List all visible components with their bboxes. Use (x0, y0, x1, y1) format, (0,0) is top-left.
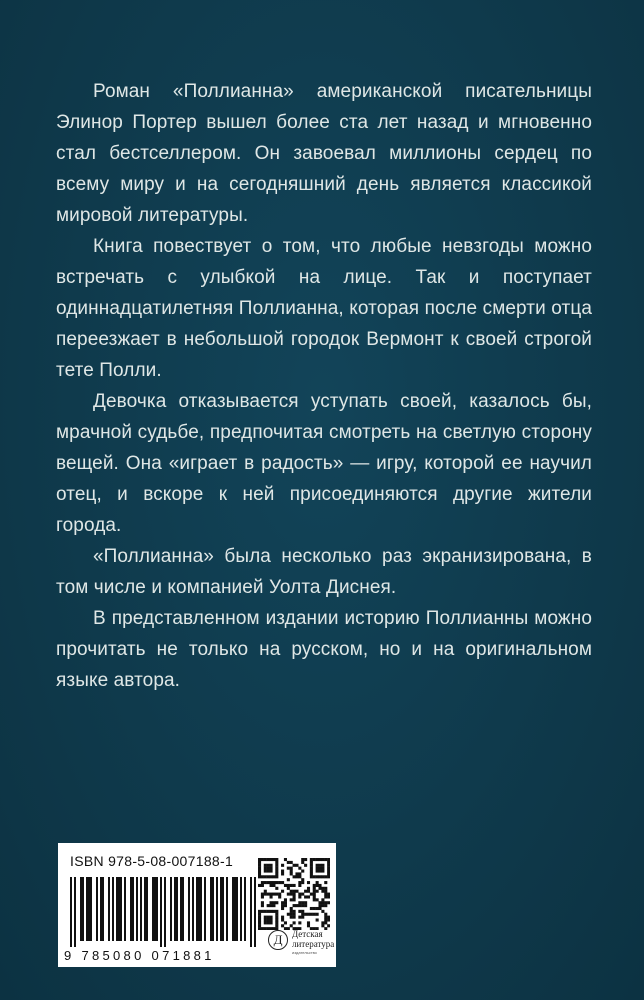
barcode-digits: 9 785080 071881 (64, 948, 215, 963)
publisher-tagline: издательство (292, 950, 317, 955)
description-paragraph: Книга повествует о том, что любые невзгоды можно встречать с улыбкой на лице. Так и поступает одиннадцатилетняя Поллианна, которая после смерти отца переезжает в небольшой городок Вермонт к своей строгой тете Полли. (56, 236, 592, 381)
description-paragraph: Роман «Поллианна» американской писательницы Элинор Портер вышел более ста лет назад и мгновенно стал бестселлером. Он завоевал миллионы сердец по всему миру и на сегодняшний день является классикой мировой литературы. (56, 81, 592, 226)
publisher-name (292, 929, 334, 949)
description-paragraph: «Поллианна» была несколько раз экранизирована, в том числе и компанией Уолта Диснея. (56, 546, 592, 598)
description-paragraph: В представленном издании историю Поллианны можно прочитать не только на русском, но и на оригинальном языке автора. (56, 608, 592, 691)
publisher-name-line2: литература (292, 939, 335, 949)
description-paragraph: Девочка отказывается уступать своей, казалось бы, мрачной судьбе, предпочитая смотреть на светлую сторону вещей. Она «играет в радость» — игру, которой ее научил отец, и вскоре к ней присоединяются другие жители города. (56, 391, 592, 536)
barcode-icon (70, 877, 256, 947)
publisher-logo (268, 924, 352, 960)
book-description (56, 76, 592, 696)
publisher-name-line1: Детская (292, 929, 323, 939)
isbn-number: ISBN 978-5-08-007188-1 (70, 853, 234, 869)
publisher-emblem-icon: Д (268, 930, 288, 950)
qr-code-icon (258, 858, 330, 930)
